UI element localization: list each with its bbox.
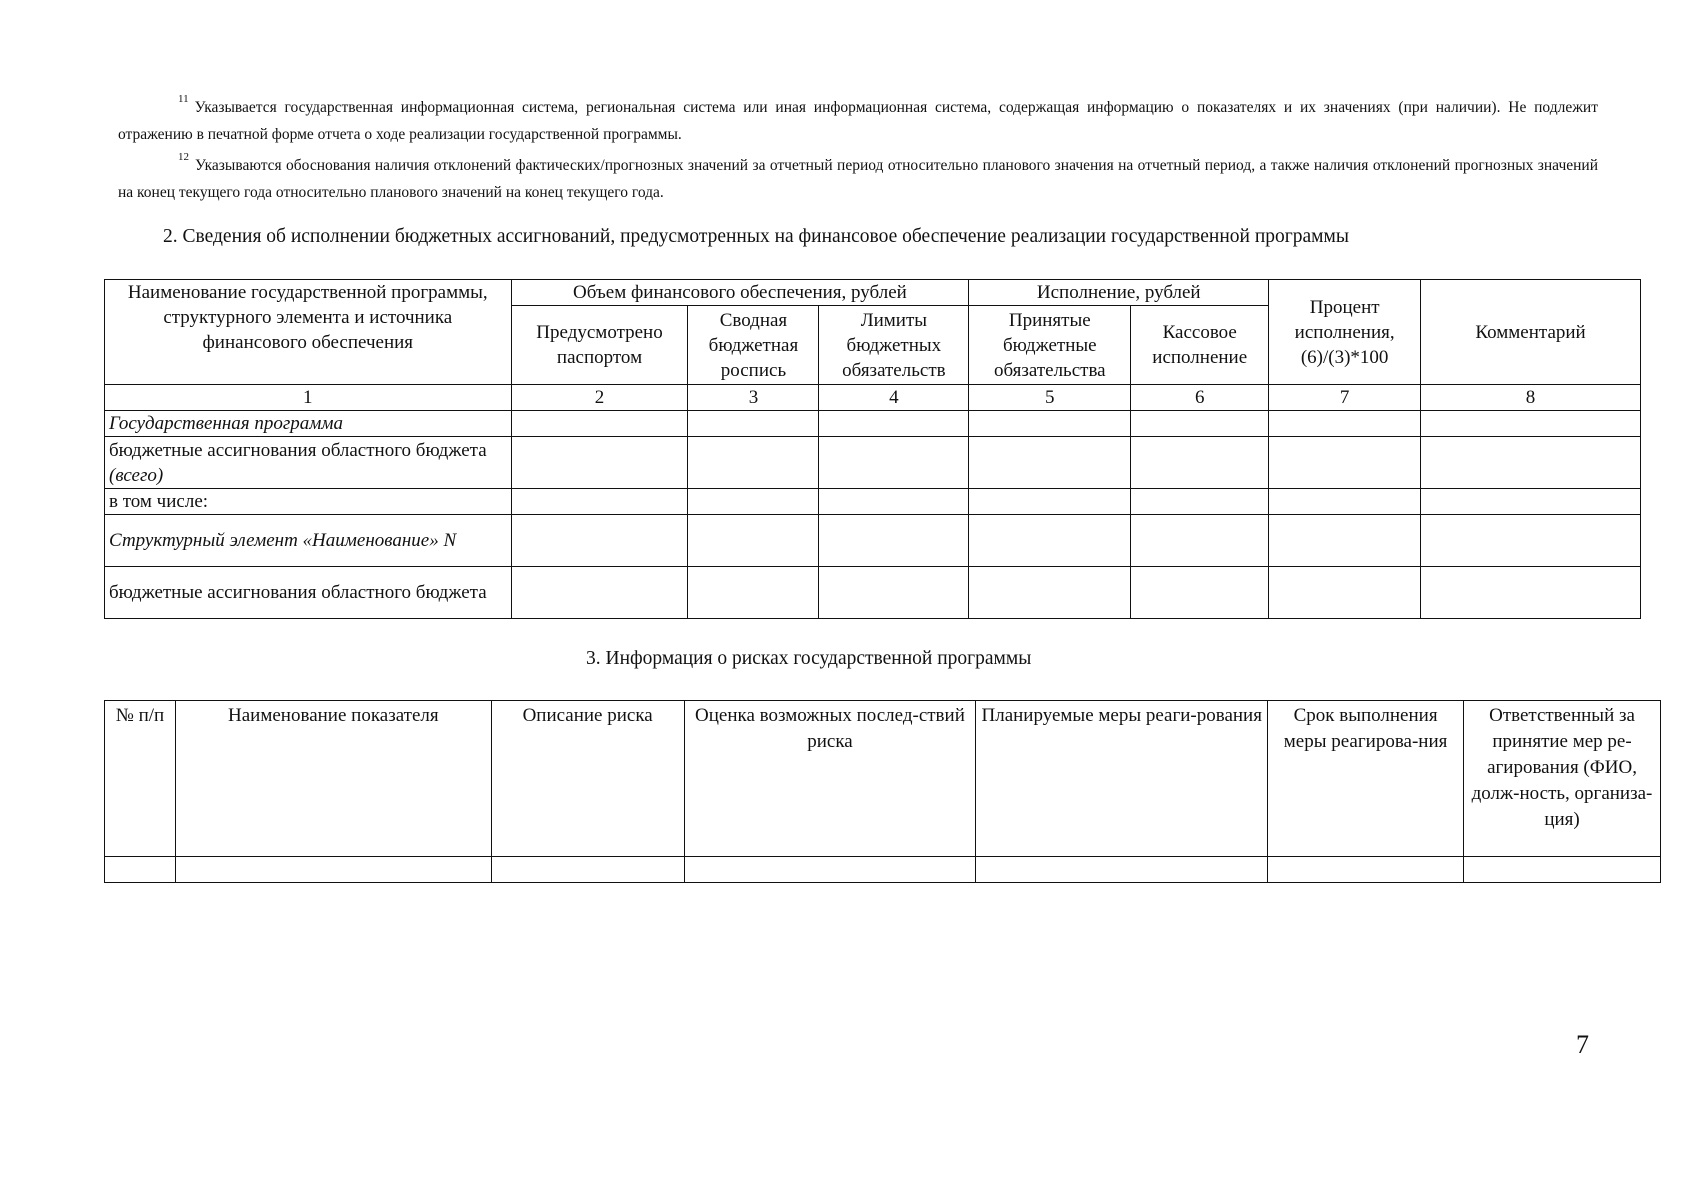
row-label: бюджетные ассигнования областного бюджета	[105, 567, 512, 619]
table-row	[105, 515, 1641, 567]
header-volume-group: Объем финансового обеспечения, рублей	[511, 280, 969, 306]
section-3-title: 3. Информация о рисках государственной программы	[586, 648, 1032, 669]
table-row	[105, 567, 1641, 619]
column-number: 6	[1131, 385, 1269, 411]
column-number: 3	[688, 385, 819, 411]
header-responsible: Ответственный за принятие мер ре-агирования (ФИО, долж-ность, организа-ция)	[1464, 701, 1661, 857]
header-assessment: Оценка возможных послед-ствий риска	[684, 701, 976, 857]
header-risk: Описание риска	[491, 701, 684, 857]
footnote-text: Указывается государственная информационная система, региональная система или иная информационная система, содержащая информацию о показателях и их значениях (при наличии). Не подлежит отражению в печатной форме отчета о ходе реализации государственной программы.	[118, 99, 1598, 144]
risk-table	[104, 700, 1661, 883]
footnote-mark: 11	[178, 93, 189, 105]
header-percent: Процент исполнения, (6)/(3)*100	[1269, 280, 1421, 385]
header-comment: Комментарий	[1421, 280, 1641, 385]
footnote-12	[118, 148, 1598, 206]
header-deadline: Срок выполнения меры реагирова-ния	[1268, 701, 1464, 857]
header-execution-group: Исполнение, рублей	[969, 280, 1269, 306]
table-row	[105, 437, 1641, 489]
column-number: 2	[511, 385, 688, 411]
row-label	[105, 437, 512, 489]
column-number: 4	[819, 385, 969, 411]
row-label-suffix: (всего)	[109, 464, 164, 486]
row-label: в том числе:	[105, 489, 512, 515]
column-number-row	[105, 385, 1641, 411]
section-2-title: 2. Сведения об исполнении бюджетных ассигнований, предусмотренных на финансовое обеспечение реализации государственной программы	[163, 226, 1349, 247]
header-cash: Кассовое исполнение	[1131, 306, 1269, 385]
footnote-text: Указываются обоснования наличия отклонений фактических/прогнозных значений за отчетный период относительно планового значения на отчетный период, а также наличия отклонений прогнозных значений на конец текущего года относительно планового значений на конец текущего года.	[118, 157, 1598, 202]
header-limits: Лимиты бюджетных обязательств	[819, 306, 969, 385]
header-name: Наименование государственной программы, структурного элемента и источника финансового обеспечения	[105, 280, 512, 385]
header-measures: Планируемые меры реаги-рования	[976, 701, 1268, 857]
column-number: 8	[1421, 385, 1641, 411]
header-consolidated: Сводная бюджетная роспись	[688, 306, 819, 385]
page-number: 7	[1576, 1030, 1589, 1059]
row-label: Структурный элемент «Наименование» N	[105, 515, 512, 567]
column-number: 1	[105, 385, 512, 411]
column-number: 7	[1269, 385, 1421, 411]
header-accepted: Принятые бюджетные обязательства	[969, 306, 1131, 385]
footnote-11	[118, 90, 1598, 148]
header-indicator: Наименование показателя	[175, 701, 491, 857]
table-row	[105, 489, 1641, 515]
column-number: 5	[969, 385, 1131, 411]
footnote-mark: 12	[178, 151, 189, 164]
budget-execution-table	[104, 279, 1641, 619]
row-label-text: бюджетные ассигнования областного бюджета	[109, 439, 487, 461]
table-row	[105, 857, 1661, 883]
header-num: № п/п	[105, 701, 176, 857]
header-passport: Предусмотрено паспортом	[511, 306, 688, 385]
row-label: Государственная программа	[105, 411, 512, 437]
footnotes	[118, 90, 1598, 206]
table-row	[105, 411, 1641, 437]
